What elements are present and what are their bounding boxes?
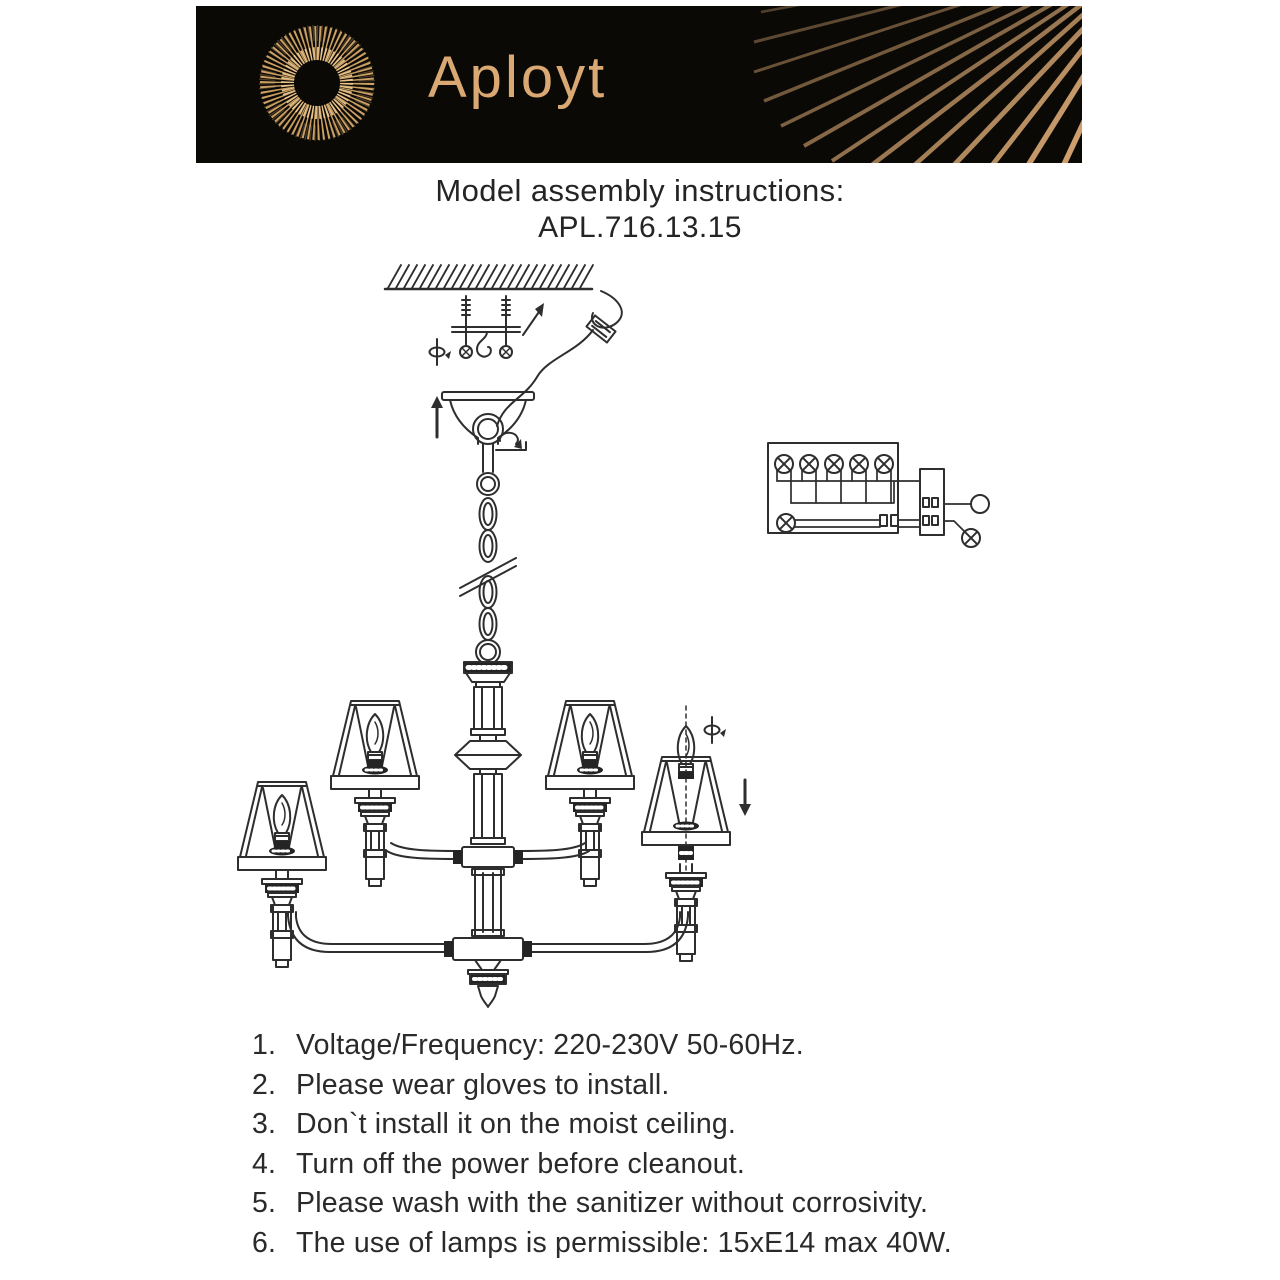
finial	[478, 986, 498, 1007]
exploded-lamp	[642, 706, 751, 961]
upper-arm-left	[387, 843, 462, 859]
rotation-symbol-bulb	[705, 717, 727, 743]
lamp-symbol	[962, 529, 980, 547]
list-item	[252, 1145, 1082, 1185]
lower-arm-right	[523, 912, 688, 952]
model-number: APL.716.13.15	[538, 211, 742, 244]
list-item	[252, 1105, 1082, 1145]
upper-arm-hub	[453, 847, 523, 867]
ceiling-hatch	[385, 265, 593, 289]
column-ornament	[455, 741, 521, 769]
wire-connector-symbol	[880, 515, 887, 526]
rotation-symbol-anchor	[430, 339, 452, 365]
list-item	[252, 1026, 1082, 1066]
wire-connector	[586, 315, 615, 342]
candle-bulb	[367, 714, 383, 767]
lower-arm-left	[288, 912, 453, 952]
lamp-symbol	[777, 514, 795, 532]
item-number: 5.	[252, 1187, 277, 1219]
item-text: Don`t install it on the moist ceiling.	[296, 1108, 737, 1140]
instruction-list	[252, 1026, 1082, 1263]
candle-bulb	[274, 795, 290, 848]
exploded-bulb	[678, 726, 694, 779]
list-item	[252, 1224, 1082, 1264]
brand-wordmark: Aployt	[428, 45, 608, 110]
item-number: 6.	[252, 1226, 277, 1259]
ceiling-hook	[477, 332, 491, 357]
power-wire	[497, 291, 622, 426]
item-number: 3.	[252, 1108, 277, 1140]
lower-arm-hub	[444, 938, 532, 960]
item-number: 1.	[252, 1029, 277, 1061]
item-text: The use of lamps is permissible: 15xE14 max 40W.	[296, 1226, 952, 1259]
lamp-lower-left	[238, 782, 326, 967]
list-item	[252, 1066, 1082, 1106]
strain-relief-clip	[496, 433, 526, 450]
canopy-stem	[483, 444, 493, 472]
item-number: 4.	[252, 1147, 277, 1180]
item-text: Voltage/Frequency: 220-230V 50-60Hz.	[296, 1029, 804, 1061]
item-number: 2.	[252, 1068, 277, 1101]
item-text: Please wash with the sanitizer without corrosivity.	[296, 1187, 929, 1219]
supply-circle	[971, 495, 989, 513]
list-item	[252, 1184, 1082, 1224]
hanging-chain	[460, 473, 516, 664]
wiring-schematic	[768, 443, 989, 547]
candle-base	[570, 789, 610, 886]
canopy	[431, 392, 534, 472]
wire-direction-arrow	[523, 309, 541, 335]
page-title: Model assembly instructions:	[435, 173, 845, 208]
terminal-block	[920, 469, 944, 535]
upper-arm-right	[514, 843, 589, 859]
chandelier-column	[444, 662, 532, 1007]
candle-base	[355, 789, 395, 886]
item-text: Please wear gloves to install.	[296, 1068, 670, 1101]
lamp-upper-left	[331, 701, 419, 886]
item-text: Turn off the power before cleanout.	[296, 1147, 746, 1180]
mounting-bracket	[452, 322, 520, 357]
candle-bulb	[582, 714, 598, 767]
bottom-disc	[468, 970, 508, 984]
wire-connector-symbol	[891, 515, 898, 526]
